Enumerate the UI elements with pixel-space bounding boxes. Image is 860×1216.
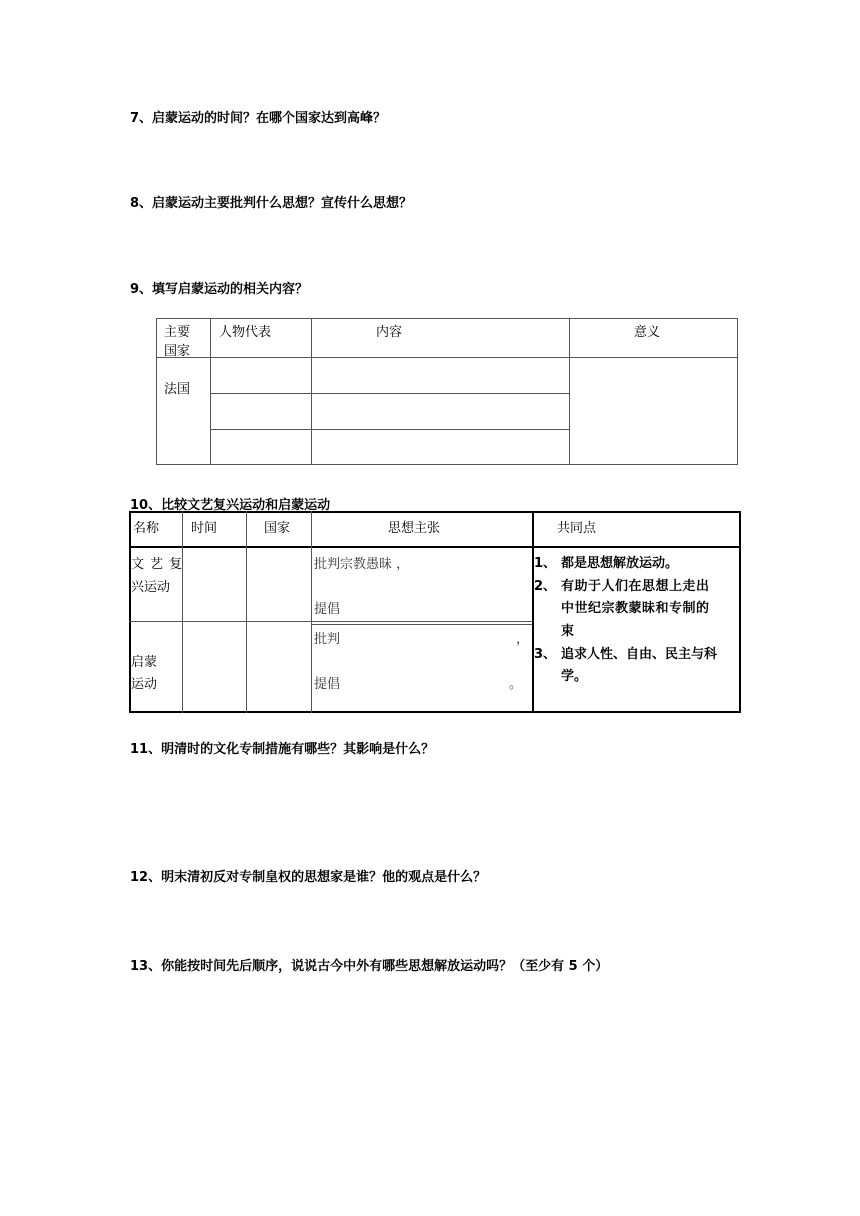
question-10: 10、比较文艺复兴运动和启蒙运动	[130, 498, 331, 513]
common-text-4: 束	[561, 624, 575, 639]
table10-row1-name-b: 兴运动	[131, 580, 171, 595]
table10-row1-name-a: 文 艺 复	[131, 557, 184, 572]
table10-header-country: 国家	[264, 521, 291, 536]
table9-header-content: 内容	[376, 325, 403, 340]
table10-row2-criticize: 批判	[314, 632, 341, 647]
common-text-6: 学。	[561, 669, 588, 684]
common-text-2: 有助于人们在思想上走出	[561, 579, 710, 594]
table10-row2-comma: ，	[516, 632, 530, 647]
question-8: 8、启蒙运动主要批判什么思想？宣传什么思想？	[130, 196, 413, 211]
table10-header-common: 共同点	[557, 521, 597, 536]
common-text-3: 中世纪宗教蒙昧和专制的	[561, 601, 710, 616]
common-text-1: 都是思想解放运动。	[561, 556, 679, 571]
common-num-3: 3、	[534, 647, 557, 662]
table10-row2-period: 。	[509, 677, 523, 692]
table10-header-name: 名称	[133, 521, 160, 536]
table10-row1-advocate: 提倡	[314, 602, 341, 617]
table10-header-time: 时间	[191, 521, 218, 536]
question-7: 7、启蒙运动的时间？在哪个国家达到高峰？	[130, 111, 387, 126]
common-text-5: 追求人性、自由、民主与科	[561, 647, 718, 662]
table10-row2-advocate: 提倡	[314, 677, 341, 692]
table10-row2-name-a: 启蒙	[131, 655, 158, 670]
question-11: 11、明清时的文化专制措施有哪些？其影响是什么？	[130, 742, 435, 757]
table10-header-ideas: 思想主张	[388, 521, 441, 536]
table9-header-people: 人物代表	[219, 325, 272, 340]
table9-header-country-a: 主要	[164, 325, 191, 340]
table9-header-country-b: 国家	[164, 344, 191, 359]
common-num-1: 1、	[534, 556, 557, 571]
table9-header-meaning: 意义	[634, 325, 661, 340]
question-13: 13、你能按时间先后顺序，说说古今中外有哪些思想解放运动吗？（至少有 5 个）	[130, 959, 609, 974]
common-num-2: 2、	[534, 579, 557, 594]
table10-row1-criticize: 批判宗教愚昧 ，	[314, 557, 410, 572]
table10-row2-name-b: 运动	[131, 677, 158, 692]
question-12: 12、明末清初反对专制皇权的思想家是谁？他的观点是什么？	[130, 870, 487, 885]
table9-row-label: 法国	[164, 382, 191, 397]
question-9: 9、填写启蒙运动的相关内容？	[130, 282, 309, 297]
